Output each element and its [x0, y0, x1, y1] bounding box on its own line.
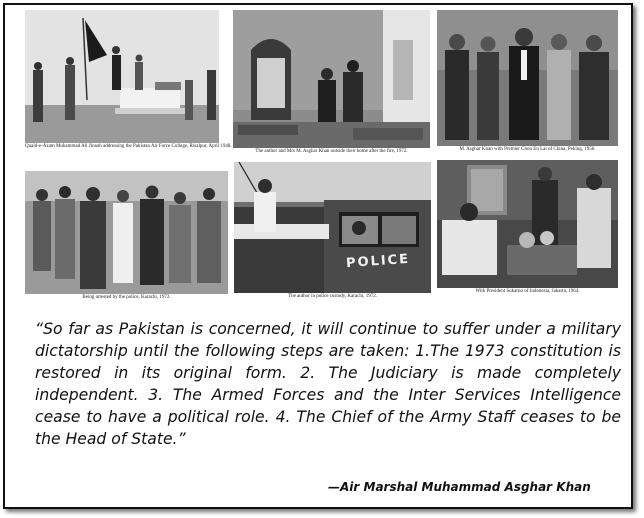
quote-text: “So far as Pakistan is concerned, it will continue to suffer under a military dictatorship until the following steps are taken: 1.The 1973 constitution is restored in its original form. 2. The Judiciary is made completely independent. 3. The Armed Forces and the Inter Services Intelligence cease to have a political role. 4. The Chief of the Army Staff ceases to be the Head of State.”: [35, 320, 621, 448]
photo-arrest: [25, 171, 228, 294]
caption-chou-en-lai: M. Asghar Khan with Premier Chou En Lai of China, Peking, 1956.: [459, 147, 596, 152]
collage-frame: [3, 3, 633, 509]
caption-sukarno: With President Sukarno of Indonesia, Jakarta, 1964.: [475, 289, 580, 294]
photo-jinnah-address: [25, 10, 219, 143]
photo-burned-home-image: [233, 10, 430, 148]
photo-jinnah-address-image: [25, 10, 219, 143]
caption-arrest: Being arrested by the police, Karachi, 1972.: [82, 295, 171, 300]
photo-sukarno: [437, 160, 618, 288]
caption-jinnah-address: Quaid-e-Azam Muhammad Ali Jinnah addressing the Pakistan Air Force College, Risalpur, April 1948.: [25, 144, 232, 149]
photo-chou-en-lai: [437, 10, 618, 146]
photo-police-custody-image: [234, 162, 431, 293]
photo-arrest-image: [25, 171, 228, 294]
caption-burned-home: The author and Mrs M. Asghar Khan outside their home after the fire, 1972.: [255, 149, 408, 154]
caption-police-custody: The author in police custody, Karachi, 1972.: [288, 294, 377, 299]
quote-attribution: —Air Marshal Muhammad Asghar Khan: [328, 480, 591, 494]
photo-burned-home: [233, 10, 430, 148]
photo-police-custody: [234, 162, 431, 293]
photo-sukarno-image: [437, 160, 618, 288]
photo-chou-en-lai-image: [437, 10, 618, 146]
police-sign-text: POLICE: [345, 251, 411, 272]
